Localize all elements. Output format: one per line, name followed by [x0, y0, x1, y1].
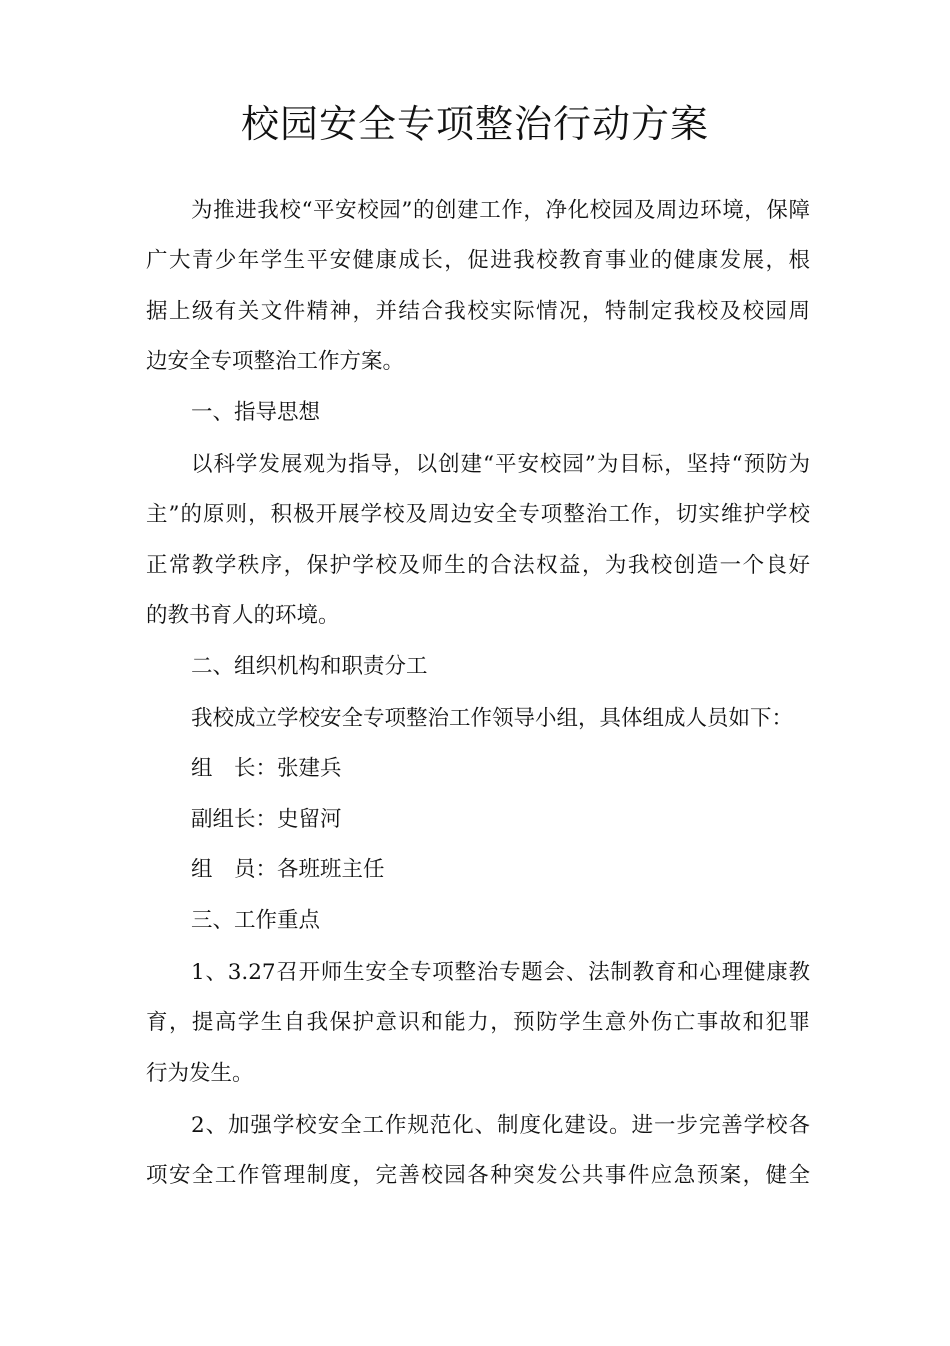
paragraph-line: 正常教学秩序，保护学校及师生的合法权益，为我校创造一个良好: [146, 553, 810, 578]
paragraph-line: 的教书育人的环境。: [146, 603, 340, 628]
section-heading: 二、组织机构和职责分工: [191, 654, 428, 679]
paragraph-line: 行为发生。: [146, 1061, 254, 1086]
paragraph-line: 1、3.27召开师生安全专项整治专题会、法制教育和心理健康教: [191, 960, 810, 985]
paragraph-line: 据上级有关文件精神，并结合我校实际情况，特制定我校及校园周: [146, 299, 810, 324]
document-title: 校园安全专项整治行动方案: [240, 102, 709, 146]
paragraph-line: 育，提高学生自我保护意识和能力，预防学生意外伤亡事故和犯罪: [146, 1010, 810, 1035]
paragraph-line: 主”的原则，积极开展学校及周边安全专项整治工作，切实维护学校: [146, 502, 810, 527]
paragraph-line: 项安全工作管理制度，完善校园各种突发公共事件应急预案，健全: [146, 1163, 810, 1188]
section-heading: 一、指导思想: [191, 400, 321, 425]
list-item: 副组长：史留河: [191, 807, 342, 832]
list-item: 组 员：各班班主任: [191, 857, 385, 882]
paragraph-line: 广大青少年学生平安健康成长，促进我校教育事业的健康发展，根: [146, 248, 810, 273]
paragraph-line: 我校成立学校安全专项整治工作领导小组，具体组成人员如下：: [191, 706, 794, 731]
paragraph-line: 为推进我校“平安校园”的创建工作，净化校园及周边环境，保障: [191, 198, 810, 223]
section-heading: 三、工作重点: [191, 908, 321, 933]
paragraph-line: 边安全专项整治工作方案。: [146, 349, 405, 374]
list-item: 组 长：张建兵: [191, 756, 342, 781]
paragraph-line: 以科学发展观为指导，以创建“平安校园”为目标，坚持“预防为: [191, 452, 810, 477]
paragraph-line: 2、加强学校安全工作规范化、制度化建设。进一步完善学校各: [191, 1113, 810, 1138]
